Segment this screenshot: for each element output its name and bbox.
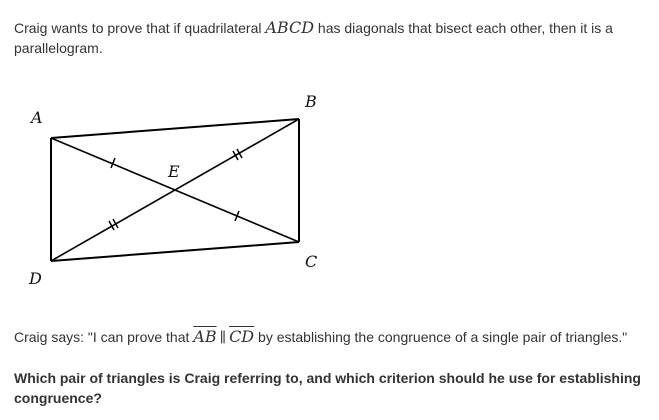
side-cd <box>51 242 299 261</box>
quadrilateral-name: ABCD <box>265 18 315 37</box>
vertex-label-a: A <box>31 108 43 127</box>
vertex-label-b: B <box>305 92 317 111</box>
problem-intro-after: has diagonals that bisect each other, then it is a parallelogram. <box>14 20 613 56</box>
parallel-symbol: ∥ <box>219 330 227 346</box>
segment-ab: $\overline{AB}$ <box>193 327 217 346</box>
segment-cd: $\overline{CD}$ <box>229 327 255 346</box>
craig-claim <box>14 326 644 349</box>
problem-intro-before: Craig wants to prove that if quadrilateral <box>14 20 266 36</box>
vertex-label-c: C <box>305 252 318 271</box>
problem-statement <box>14 18 644 58</box>
side-ab <box>51 119 299 138</box>
quadrilateral-figure <box>0 80 659 300</box>
vertex-label-d: D <box>29 269 42 288</box>
diagonal-bd <box>51 119 299 261</box>
claim-before: Craig says: "I can prove that <box>14 329 194 345</box>
claim-after: by establishing the congruence of a single pair of triangles." <box>254 329 628 345</box>
intersection-label-e: E <box>168 162 180 181</box>
question-text: Which pair of triangles is Craig referring to, and which criterion should he use for establishing congruence? <box>14 370 641 406</box>
